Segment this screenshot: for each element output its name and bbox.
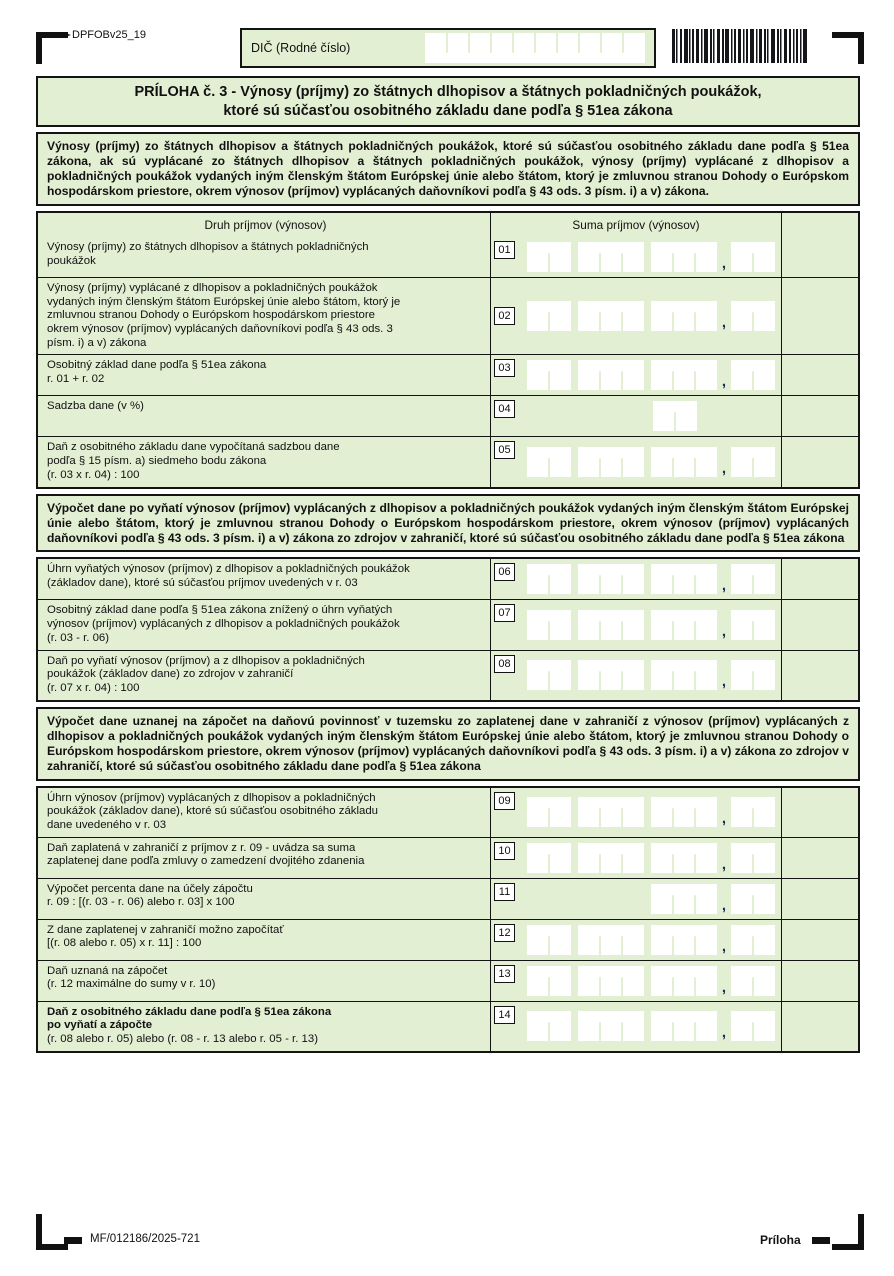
table-row bbox=[38, 237, 858, 277]
row-amount-cell bbox=[490, 600, 782, 649]
amount-input-04[interactable] bbox=[653, 396, 697, 436]
row-amount-cell bbox=[490, 838, 782, 878]
row-amount-cell bbox=[490, 879, 782, 919]
form-version-code: DPFOBv25_19 bbox=[72, 29, 146, 41]
row-amount-cell bbox=[490, 559, 782, 599]
decimal-comma: , bbox=[721, 623, 726, 641]
table-row bbox=[38, 559, 858, 599]
table-row bbox=[38, 960, 858, 1001]
table-row bbox=[38, 1001, 858, 1051]
crop-mark-bottom-left bbox=[36, 1214, 68, 1250]
row-amount-cell bbox=[490, 355, 782, 395]
table-row bbox=[38, 788, 858, 837]
row-amount-cell bbox=[490, 920, 782, 960]
table-section-1 bbox=[36, 211, 860, 489]
row-label: Daň z osobitného základu dane podľa § 51ea zákona po vyňatí a zápočte (r. 08 alebo r. 05) alebo (r. 08 - r. 13 alebo r. 05 - r. 13) bbox=[47, 1005, 332, 1045]
row-extra-cell bbox=[782, 1002, 858, 1051]
row-number-box: 13 bbox=[494, 965, 515, 983]
column-header-empty bbox=[782, 213, 858, 237]
row-amount-cell bbox=[490, 788, 782, 837]
row-number-box: 04 bbox=[494, 400, 515, 418]
row-label: Daň z osobitného základu dane vypočítaná sadzbou dane podľa § 15 písm. a) siedmeho bodu zákona (r. 03 x r. 04) : 100 bbox=[47, 441, 340, 481]
row-amount-cell bbox=[490, 237, 782, 277]
amount-input-08[interactable] bbox=[527, 655, 775, 695]
row-label: Výnosy (príjmy) zo štátnych dlhopisov a štátnych pokladničných poukážok bbox=[47, 241, 369, 267]
row-number-box: 14 bbox=[494, 1006, 515, 1024]
table-row bbox=[38, 599, 858, 649]
table-row bbox=[38, 277, 858, 354]
row-extra-cell bbox=[782, 838, 858, 878]
decimal-comma: , bbox=[721, 460, 726, 477]
row-extra-cell bbox=[782, 920, 858, 960]
row-label: Výnosy (príjmy) vyplácané z dlhopisov a pokladničných poukážok vydaných iným členským štátom Európskej únie alebo štátom, ktorý je zmluvnou stranou Dohody o Európskom hospodárskom priestore okrem výnosov (príjmov) vyplácaných daňovníkovi podľa § 43 ods. 3 písm. i) a v) zákona bbox=[47, 282, 401, 349]
page-title bbox=[36, 76, 860, 127]
row-number-box: 06 bbox=[494, 563, 515, 581]
table-header-row bbox=[38, 213, 858, 237]
row-amount-cell bbox=[490, 1002, 782, 1051]
section-2-header: Výpočet dane po vyňatí výnosov (príjmov) vyplácaných z dlhopisov a pokladničných poukážok vydaných iným členským štátom Európskej únie alebo štátom, ktorý je zmluvnou stranou Dohody o Európskom hospodárskom priestore, okrem výnosov (príjmov) vyplácaných daňovníkovi podľa § 43 ods. 3 písm. i) a v) zákona zo zdrojov v zahraničí, ktoré sú súčasťou osobitného základu dane podľa § 51ea zákona bbox=[36, 494, 860, 553]
dic-field-box bbox=[240, 28, 656, 68]
row-label: Výpočet percenta dane na účely zápočtu r. 09 : [(r. 03 - r. 06) alebo r. 03] x 100 bbox=[47, 882, 253, 909]
amount-input-12[interactable] bbox=[527, 920, 775, 960]
column-header-type: Druh príjmov (výnosov) bbox=[204, 217, 327, 232]
row-label: Osobitný základ dane podľa § 51ea zákona znížený o úhrn vyňatých výnosov (príjmov) vyplácaných z dlhopisov a pokladničných poukážok (r. 03 - r. 06) bbox=[47, 604, 400, 644]
row-extra-cell bbox=[782, 437, 858, 486]
table-section-2 bbox=[36, 557, 860, 701]
row-label: Z dane zaplatenej v zahraničí možno započítať [(r. 08 alebo r. 05) x r. 11] : 100 bbox=[47, 923, 284, 950]
crop-mark-stub bbox=[812, 1237, 830, 1244]
row-label: Úhrn vyňatých výnosov (príjmov) z dlhopisov a pokladničných poukážok (základov dane), ktoré sú súčasťou príjmov uvedených v r. 03 bbox=[47, 563, 410, 590]
row-label: Daň po vyňatí výnosov (príjmov) a z dlhopisov a pokladničných poukážok (základov dane) zo zdrojov v zahraničí (r. 07 x r. 04) : 100 bbox=[47, 654, 365, 694]
row-label: Sadzba dane (v %) bbox=[47, 400, 144, 413]
row-extra-cell bbox=[782, 355, 858, 395]
decimal-comma: , bbox=[721, 1024, 726, 1042]
row-number-box: 10 bbox=[494, 842, 515, 860]
amount-input-05[interactable] bbox=[527, 442, 775, 482]
decimal-comma: , bbox=[721, 373, 726, 391]
row-number-box: 11 bbox=[494, 883, 515, 901]
row-amount-cell bbox=[490, 278, 782, 354]
row-label: Úhrn výnosov (príjmov) vyplácaných z dlhopisov a pokladničných poukážok (základov dane), ktoré sú súčasťou osobitného základu dane uvedeného v r. 03 bbox=[47, 791, 379, 831]
row-label: Daň uznaná na zápočet (r. 12 maximálne do sumy v r. 10) bbox=[47, 964, 216, 991]
row-extra-cell bbox=[782, 278, 858, 354]
decimal-comma: , bbox=[721, 577, 726, 595]
table-row bbox=[38, 436, 858, 486]
title-line-1: PRÍLOHA č. 3 - Výnosy (príjmy) zo štátnych dlhopisov a štátnych pokladničných poukážok, bbox=[134, 84, 762, 100]
row-amount-cell bbox=[490, 396, 782, 436]
table-section-3 bbox=[36, 786, 860, 1053]
row-extra-cell bbox=[782, 237, 858, 277]
amount-input-07[interactable] bbox=[527, 605, 775, 645]
amount-input-06[interactable] bbox=[527, 559, 775, 599]
amount-input-09[interactable] bbox=[527, 792, 775, 832]
row-amount-cell bbox=[490, 961, 782, 1001]
amount-input-03[interactable] bbox=[527, 355, 775, 395]
decimal-comma: , bbox=[721, 855, 726, 873]
dic-input[interactable] bbox=[425, 33, 645, 63]
title-line-2: ktoré sú súčasťou osobitného základu dane podľa § 51ea zákona bbox=[223, 102, 673, 119]
form-reference-number: MF/012186/2025-721 bbox=[90, 1233, 200, 1245]
decimal-comma: , bbox=[721, 937, 726, 955]
amount-input-11[interactable] bbox=[651, 879, 775, 919]
row-amount-cell bbox=[490, 651, 782, 700]
row-amount-cell bbox=[490, 437, 782, 486]
row-extra-cell bbox=[782, 879, 858, 919]
intro-paragraph: Výnosy (príjmy) zo štátnych dlhopisov a štátnych pokladničných poukážok, ktoré sú súčasťou osobitného základu dane podľa § 51ea zákona, ak sú vyplácané zo štátnych dlhopisov a štátnych pokladničných poukážok, výnosy (príjmy) vyplácané z dlhopisov a pokladničných poukážok vydaných iným členským štátom Európskej únie alebo štátom, ktorý je zmluvnou stranou Dohody o Európskom hospodárskom priestore, okrem výnosov (príjmov) vyplácaných daňovníkovi podľa § 43 ods. 3 písm. i) a v) zákona. bbox=[36, 132, 860, 206]
table-row bbox=[38, 919, 858, 960]
row-number-box: 07 bbox=[494, 604, 515, 622]
amount-input-10[interactable] bbox=[527, 838, 775, 878]
row-extra-cell bbox=[782, 559, 858, 599]
row-number-box: 12 bbox=[494, 924, 515, 942]
row-number-box: 05 bbox=[494, 441, 515, 459]
row-label: Osobitný základ dane podľa § 51ea zákona r. 01 + r. 02 bbox=[47, 359, 267, 386]
crop-mark-bottom-right bbox=[832, 1214, 864, 1250]
row-extra-cell bbox=[782, 788, 858, 837]
amount-input-02[interactable] bbox=[527, 296, 775, 336]
decimal-comma: , bbox=[721, 314, 726, 332]
decimal-comma: , bbox=[721, 978, 726, 996]
decimal-comma: , bbox=[721, 810, 726, 828]
row-extra-cell bbox=[782, 651, 858, 700]
amount-input-01[interactable] bbox=[527, 237, 775, 277]
crop-mark-stub bbox=[64, 1237, 82, 1244]
footer-priloha-label: Príloha bbox=[760, 1233, 801, 1247]
decimal-comma: , bbox=[721, 896, 726, 914]
table-row bbox=[38, 650, 858, 700]
column-header-sum: Suma príjmov (výnosov) bbox=[490, 213, 782, 237]
table-row bbox=[38, 395, 858, 436]
barcode bbox=[672, 29, 808, 63]
row-number-box: 08 bbox=[494, 655, 515, 673]
decimal-comma: , bbox=[721, 673, 726, 691]
decimal-comma: , bbox=[721, 255, 726, 273]
row-extra-cell bbox=[782, 600, 858, 649]
row-number-box: 01 bbox=[494, 241, 515, 259]
row-label: Daň zaplatená v zahraničí z príjmov z r. 09 - uvádza sa suma zaplatenej dane podľa zmluvy o zamedzení dvojitého zdanenia bbox=[47, 841, 365, 868]
row-number-box: 02 bbox=[494, 307, 515, 325]
row-extra-cell bbox=[782, 961, 858, 1001]
amount-input-14[interactable] bbox=[527, 1006, 775, 1046]
table-row bbox=[38, 837, 858, 878]
table-row bbox=[38, 354, 858, 395]
table-row bbox=[38, 878, 858, 919]
crop-mark-top-right bbox=[832, 32, 864, 64]
row-extra-cell bbox=[782, 396, 858, 436]
dic-label: DIČ (Rodné číslo) bbox=[251, 41, 351, 55]
row-number-box: 03 bbox=[494, 359, 515, 377]
section-3-header: Výpočet dane uznanej na zápočet na daňovú povinnosť v tuzemsku zo zaplatenej dane v zahraničí z výnosov (príjmov) vyplácaných z dlhopisov a pokladničných poukážok vydaných iným členským štátom Európskej únie alebo štátom, ktorý je zmluvnou stranou Dohody o Európskom hospodárskom priestore, okrem výnosov (príjmov) vyplácaných daňovníkovi podľa § 43 ods. 3 písm. i) a v) zákona zo zdrojov v zahraničí, ktoré sú súčasťou osobitného základu dane podľa § 51ea zákona bbox=[36, 707, 860, 781]
row-number-box: 09 bbox=[494, 792, 515, 810]
crop-mark-arrow-icon bbox=[62, 32, 71, 38]
amount-input-13[interactable] bbox=[527, 961, 775, 1001]
